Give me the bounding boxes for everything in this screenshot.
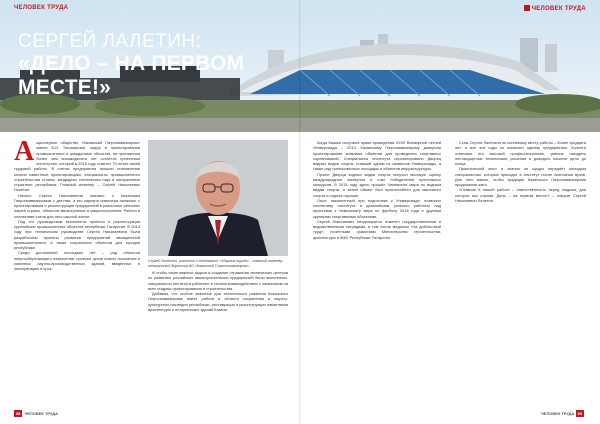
paragraph: Начало Сергея Николаевича связано с Казанским Гипрониавиапромом с детства, а его карьера инженера началась с проектирования и реконструкции предприятий в различных регионах нашей страны, объектов авиастроения и машиностроения. Работа в коллективе стала для него школой жизни.	[14, 192, 140, 219]
page-number-right: 59	[577, 411, 582, 416]
portrait-photo	[148, 140, 288, 256]
text-column-4	[455, 140, 586, 370]
paragraph: Сергей Николаевич неоднократно отмечен государственными и ведомственными наградами, в том числе медалью «За доблестный труд», почётными грамотами Министерства строительства, архитектуры и ЖКХ Республики Татарстан.	[313, 218, 441, 240]
drop-cap: А	[14, 140, 35, 167]
section-label-right	[524, 5, 586, 12]
headline-quote: «ДЕЛО – НА ПЕРВОМ МЕСТЕ!»	[18, 52, 245, 99]
paragraph: кционерное общество «Казанский Гипрониавиапром» имени Б.И. Тихомирова, лидер в проектировании промышленных и гражданских объектов, на протяжении более чем восьмидесяти лет остаётся проектным институтом, который в 2016 году отметит 70-летие своей трудовой работы. В стенах предприятия прошли становление многие известные проектировщики, специалисты промышленного строительства страны, кандидаты технических наук и заслуженные строители республики. Главный инженер – Сергей Николаевич Лалетин.	[14, 140, 140, 193]
section-label-left	[14, 5, 68, 11]
footer-label: ЧЕЛОВЕК ТРУДА	[24, 411, 59, 416]
paragraph: Проект Дворца водных видов спорта получил высокую оценку международных экспертов и стал победителем престижных конкурсов. В 2015 году здесь прошёл Чемпионат мира по водным видам спорта, а затем объект был приспособлен для массового спорта и отдыха горожан.	[313, 171, 441, 198]
text-column-1	[14, 140, 140, 410]
paragraph: Среди достижений последних лет – ряд объектов энергосберегающего назначения, проекты цехов нового поколения и комплекс научно-производственных зданий, введённых в эксплуатацию в срок.	[14, 250, 140, 271]
page-number-left: 58	[16, 411, 21, 416]
headline	[18, 32, 288, 100]
paragraph: Под его руководством выполнены проекты и реконструкции крупнейших промышленных объектов республики Татарстан. В 2014 году при техническом руководстве Сергея Николаевича были разработаны проекты развития предприятий авиационной промышленности, а также социальных объектов для городов республики.	[14, 218, 140, 250]
photo-caption: Сергей Лалетин, участник и дипломант «Ударник труда» – главный инженер, генеральный директор АО «Казанский Гипронииавиапром».	[148, 259, 284, 268]
footer-left	[14, 410, 58, 418]
paragraph: Опыт, накопленный при подготовке к Универсиаде, позволил коллективу института в дальнейшем успешно работать над проектами к Чемпионату мира по футболу 2018 года и другими крупными спортивными объектами.	[313, 197, 441, 219]
paragraph: «Главное в нашей работе – ответственность перед людьми, для которых мы строим. Дело – на первом месте!» – говорит Сергей Николаевич Лалетин.	[455, 187, 586, 203]
text-column-3	[313, 140, 441, 410]
footer-right	[541, 410, 586, 418]
page-gutter	[299, 0, 301, 424]
paragraph: И чтобы такие важные задачи и создание отражения технических центров по развитию российских авиастроительных предприятий были выполнены, специалисты института работают в тесном взаимодействии с заказчиком на всех стадиях проектирования и строительства.	[148, 270, 288, 291]
text-column-2	[148, 270, 288, 410]
portrait-illustration	[148, 140, 288, 256]
section-label-text: ЧЕЛОВЕК ТРУДА	[14, 5, 69, 11]
paragraph: Добавим, что особое значение для технического развития Казанского Гипрониавиапрома имеет работа в области сохранения и научно-культурного наследия республики, реставрации и реконструкции памятников архитектуры и исторических зданий Казани.	[148, 291, 288, 312]
section-label-text: ЧЕЛОВЕК ТРУДА	[531, 6, 586, 12]
headline-name: СЕРГЕЙ ЛАЛЕТИН:	[18, 31, 202, 52]
paragraph: Практический опыт и знания он щедро передаёт молодым специалистам, которые приходят в институт после окончания вузов. Для него важно, чтобы традиции Казанского Гипрониавиапрома продолжали жить.	[455, 166, 586, 187]
paragraph: Когда Казань получила право проведения XXVII Всемирной летней Универсиады – 2013, Казанскому Гипрониавиапрому доверили проектирование знаковых объектов для проведения спортивных соревнований. Специалисты института спроектировали Дворец водных видов спорта, ставший одним из символов Универсиады, а также ряд тренировочных площадок и объектов инфраструктуры.	[313, 140, 441, 172]
section-square-icon	[524, 5, 530, 11]
footer-label: ЧЕЛОВЕК ТРУДА	[540, 411, 575, 416]
paragraph: Стаж Сергея Лалетина по основному месту работы – более тридцати лет, и все эти годы он посвятил одному предприятию. Коллеги отмечают его высокий профессионализм, умение находить нестандартные технические решения и доводить начатое дело до конца.	[455, 140, 586, 166]
